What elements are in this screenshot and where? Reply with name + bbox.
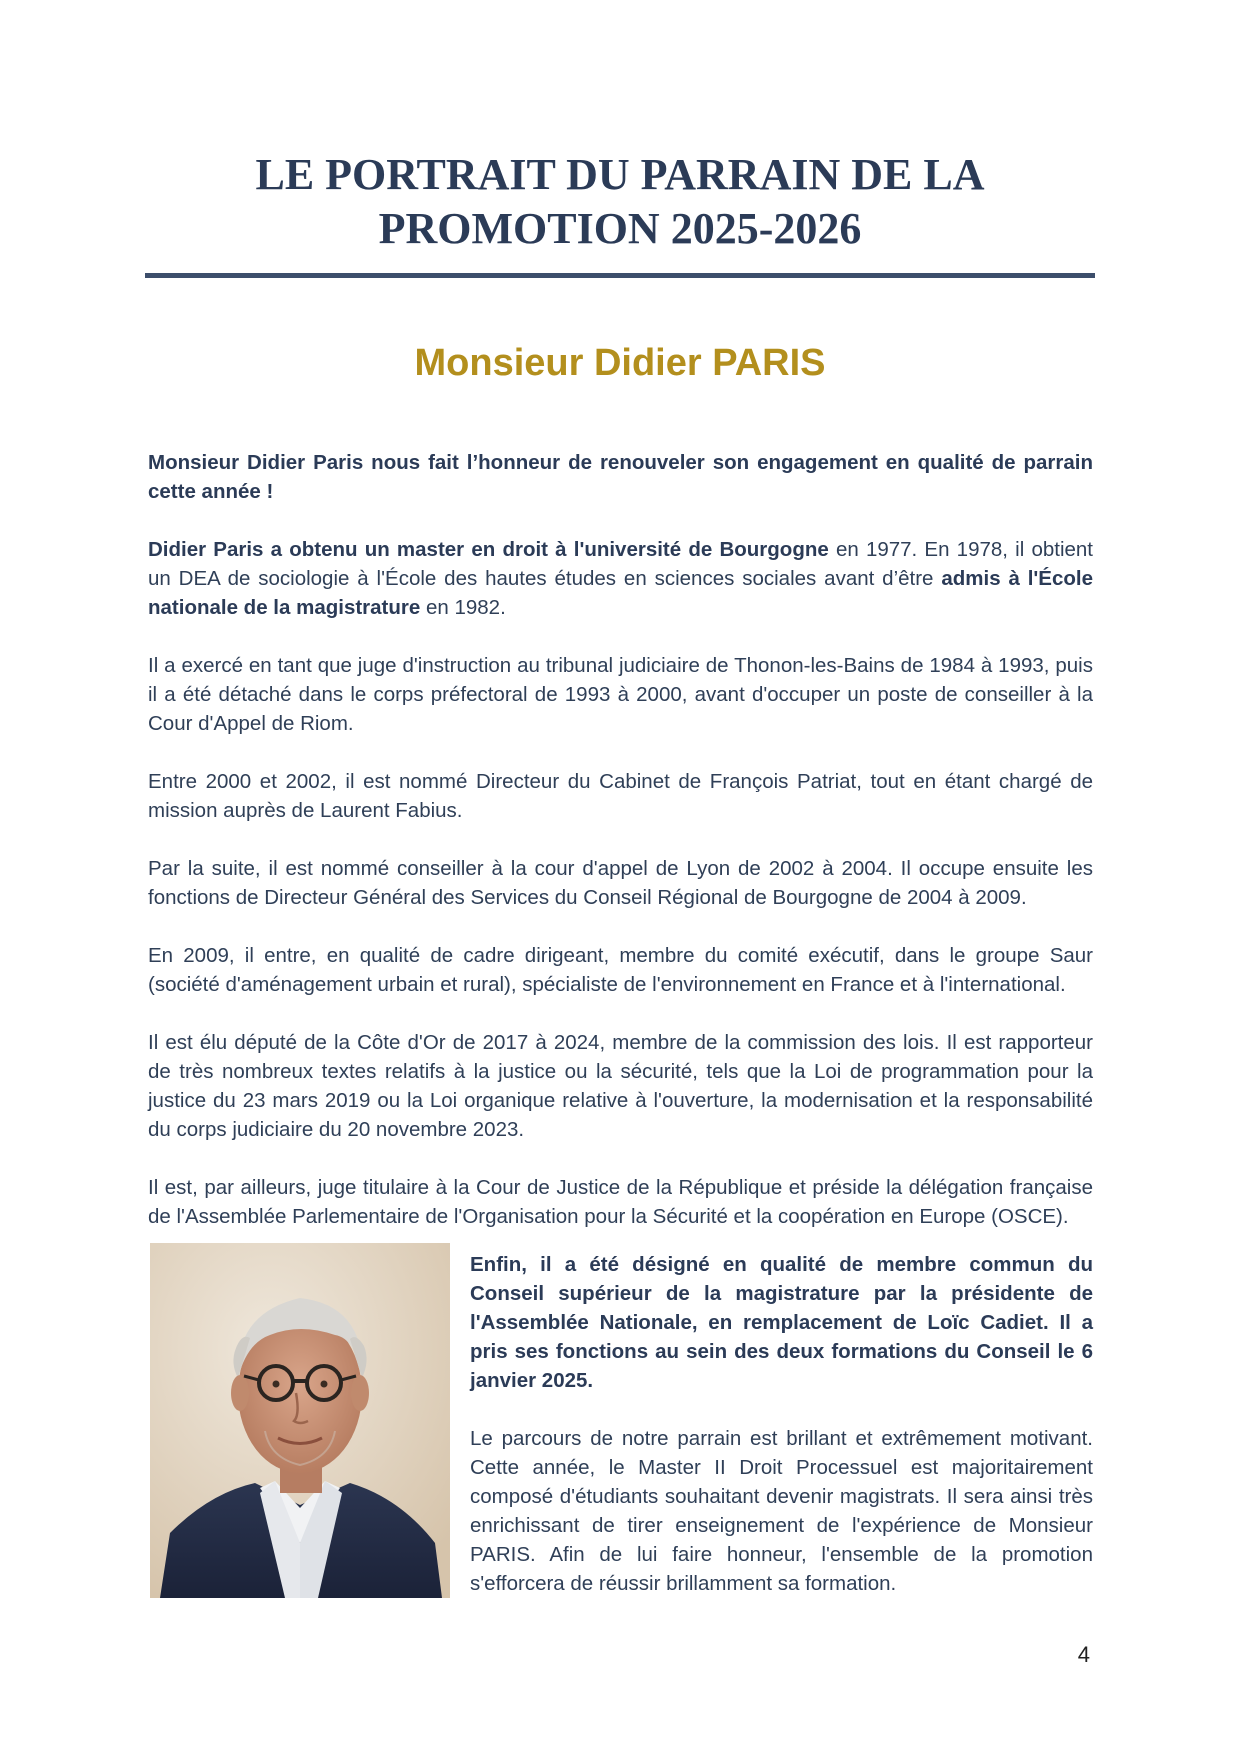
education-text-1: en 1977. En 1978, il obtient un DEA de sociologie à l'École des hautes études en sciences sociales avant d’être: [148, 538, 1094, 590]
education-text-2: en 1982.: [420, 596, 506, 619]
title-line-2: PROMOTION 2025-2026: [378, 204, 862, 253]
portrait-illustration: [150, 1243, 450, 1598]
biography-text: [148, 448, 1093, 1260]
education-bold-1: Didier Paris a obtenu un master en droit à l'université de Bourgogne: [148, 538, 829, 561]
career-paragraph-5: Il est élu député de la Côte d'Or de 2017 à 2024, membre de la commission des lois. Il est rapporteur de très nombreux textes relatifs à la justice ou la sécurité, tels que la Loi de programmation pour la justice du 23 mars 2019 ou la Loi organique relative à l'ouverture, la modernisation et la responsabilité du corps judiciaire du 20 novembre 2023.: [148, 1031, 1093, 1141]
page-number: 4: [1077, 1642, 1090, 1667]
page-title: [145, 148, 1095, 256]
education-bold-2: admis à l'École nationale de la magistrature: [148, 567, 1093, 619]
sponsor-portrait-photo: [150, 1243, 450, 1598]
intro-bold: Monsieur Didier Paris nous fait l’honneur de renouveler son engagement en qualité de parrain cette année !: [148, 451, 1093, 503]
intro-paragraph: [148, 448, 1093, 506]
csm-appointment-paragraph: Enfin, il a été désigné en qualité de membre commun du Conseil supérieur de la magistrature par la présidente de l'Assemblée Nationale, en remplacement de Loïc Cadiet. Il a pris ses fonctions au sein des deux formations du Conseil le 6 janvier 2025.: [470, 1253, 1093, 1392]
conclusion-paragraph: Le parcours de notre parrain est brillant et extrêmement motivant. Cette année, le Master II Droit Processuel est majoritairement composé d'étudiants souhaitant devenir magistrats. Il sera ainsi très enrichissant de tirer enseignement de l'expérience de Monsieur PARIS. Afin de lui faire honneur, l'ensemble de la promotion s'efforcera de réussir brillamment sa formation.: [470, 1427, 1093, 1595]
career-paragraph-1: Il a exercé en tant que juge d'instruction au tribunal judiciaire de Thonon-les-Bains de 1984 à 1993, puis il a été détaché dans le corps préfectoral de 1993 à 2000, avant d'occuper un poste de conseiller à la Cour d'Appel de Riom.: [148, 654, 1093, 735]
career-paragraph-4: En 2009, il entre, en qualité de cadre dirigeant, membre du comité exécutif, dans le groupe Saur (société d'aménagement urbain et rural), spécialiste de l'environnement en France et à l'international.: [148, 944, 1093, 996]
title-divider: [145, 273, 1095, 278]
closing-text: [470, 1250, 1093, 1627]
education-paragraph: [148, 535, 1093, 622]
sponsor-name: Monsieur Didier PARIS: [414, 342, 826, 384]
title-line-1: LE PORTRAIT DU PARRAIN DE LA: [255, 150, 985, 199]
career-paragraph-2: Entre 2000 et 2002, il est nommé Directeur du Cabinet de François Patriat, tout en étant chargé de mission auprès de Laurent Fabius.: [148, 770, 1093, 822]
career-paragraph-6: Il est, par ailleurs, juge titulaire à la Cour de Justice de la République et préside la délégation française de l'Assemblée Parlementaire de l'Organisation pour la Sécurité et la coopération en Europe (OSCE).: [148, 1176, 1093, 1228]
career-paragraph-3: Par la suite, il est nommé conseiller à la cour d'appel de Lyon de 2002 à 2004. Il occupe ensuite les fonctions de Directeur Général des Services du Conseil Régional de Bourgogne de 2004 à 2009.: [148, 857, 1093, 909]
